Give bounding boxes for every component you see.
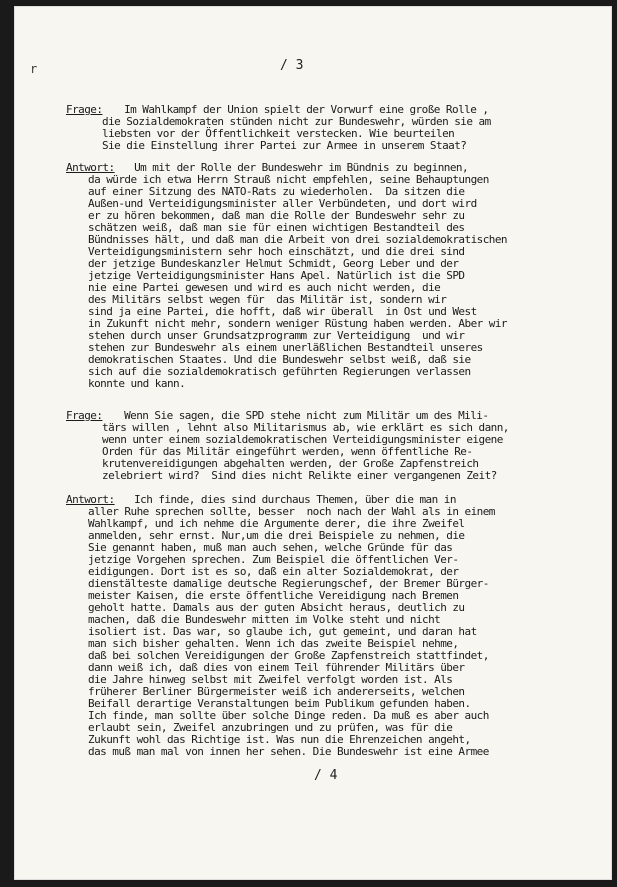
answer-label: Antwort: [66,493,115,506]
text-line: stehen durch unser Grundsatzprogramm zur Verteidigung und wir [88,329,465,342]
text-line: wenn unter einem sozialdemokratischen Verteidigungsminister eigene [102,433,503,446]
page-number-footer: / 4 [314,768,338,783]
page-number-header: / 3 [280,58,304,73]
text-line: dann weiß ich, daß dies von einem Teil führender Militärs über [88,661,465,674]
answer-label: Antwort: [66,161,115,174]
text-line: isoliert ist. Das war, so glaube ich, gut gemeint, und daran hat [88,625,477,638]
text-line: die Sozialdemokraten stünden nicht zur Bundeswehr, würden sie am [102,115,491,128]
text-line: Sie die Einstellung ihrer Partei zur Armee in unserem Staat? [102,139,467,152]
text-line: dienstälteste damalige deutsche Regierungschef, der Bremer Bürger- [88,577,489,590]
text-line: erlaubt sein, Zweifel anzubringen und zu prüfen, was für die [88,721,453,734]
text-line: die Jahre hinweg selbst mit Zweifel verfolgt worden ist. Als [88,673,453,686]
text-line: Wahlkampf, und ich nehme die Argumente derer, die ihre Zweifel [88,517,465,530]
text-line: sind ja eine Partei, die hofft, daß wir überall in Ost und West [88,305,477,318]
text-line: liebsten vor der Öffentlichkeit verstecken. Wie beurteilen [102,127,455,140]
text-line: konnte und kann. [88,377,186,390]
text-line: nie eine Partei gewesen und wird es auch nicht werden, die [88,281,441,294]
text-line: Im Wahlkampf der Union spielt der Vorwurf eine große Rolle , [118,103,489,116]
text-line: da würde ich etwa Herrn Strauß nicht empfehlen, seine Behauptungen [88,173,489,186]
text-line: früherer Berliner Bürgermeister weiß ich andererseits, welchen [88,685,465,698]
text-line: machen, daß die Bundeswehr mitten im Volke steht und nicht [88,613,441,626]
text-line: meister Kaisen, die erste öffentliche Vereidigung nach Bremen [88,589,459,602]
text-line: schätzen weiß, daß man sie für einen wichtigen Bestandteil des [88,221,465,234]
text-line: Um mit der Rolle der Bundeswehr im Bündnis zu beginnen, [128,161,469,174]
document-page [14,6,612,880]
text-line: Verteidigungsministern sehr hoch einschätzt, und die drei sind [88,245,465,258]
text-line: demokratischen Staates. Und die Bundeswehr selbst weiß, daß sie [88,353,471,366]
text-line: man sich bisher gehalten. Wenn ich das zweite Beispiel nehme, [88,637,459,650]
text-line: stehen zur Bundeswehr als einem unerläßlichen Bestandteil unseres [88,341,483,354]
text-line: Außen-und Verteidigungsminister aller Verbündeten, und dort wird [88,197,477,210]
text-line: des Militärs selbst wegen für das Militär ist, sondern wir [88,293,447,306]
text-line: tärs willen , lehnt also Militarismus ab, wie erklärt es sich dann, [102,421,509,434]
text-line: jetzige Vorgehen sprechen. Zum Beispiel die öffentlichen Ver- [88,553,459,566]
text-line: Bündnisses hält, und daß man die Arbeit von drei sozialdemokratischen [88,233,508,246]
text-line: das muß man mal von innen her sehen. Die Bundeswehr ist eine Armee [88,745,489,758]
text-line: Zukunft wohl das Richtige ist. Was nun die Ehrenzeichen angeht, [88,733,471,746]
text-line: er zu hören bekommen, daß man die Rolle der Bundeswehr sehr zu [88,209,465,222]
margin-mark: r [30,62,38,76]
text-line: zelebriert wird? Sind dies nicht Relikte einer vergangenen Zeit? [102,469,497,482]
text-line: daß bei solchen Vereidigungen der Große Zapfenstreich stattfindet, [88,649,489,662]
text-line: Sie genannt haben, muß man auch sehen, welche Gründe für das [88,541,453,554]
text-line: aller Ruhe sprechen sollte, besser noch nach der Wahl als in einem [88,505,495,518]
text-line: auf einer Sitzung des NATO-Rats zu wiederholen. Da sitzen die [88,185,465,198]
text-line: Ich finde, man sollte über solche Dinge reden. Da muß es aber auch [88,709,489,722]
text-line: jetzige Verteidigungsminister Hans Apel. Natürlich ist die SPD [88,269,465,282]
text-line: krutenvereidigungen abgehalten werden, der Große Zapfenstreich [102,457,479,470]
question-label: Frage: [66,103,103,116]
text-line: geholt hatte. Damals aus der guten Absicht heraus, deutlich zu [88,601,465,614]
text-line: Ich finde, dies sind durchaus Themen, über die man in [128,493,456,506]
text-line: Wenn Sie sagen, die SPD stehe nicht zum Militär um des Mili- [118,409,489,422]
text-line: anmelden, sehr ernst. Nur,um die drei Beispiele zu nehmen, die [88,529,465,542]
text-line: sich auf die sozialdemokratisch geführten Regierungen verlassen [88,365,471,378]
text-line: Beifall derartige Veranstaltungen beim Publikum gefunden haben. [88,697,471,710]
text-line: eidigungen. Dort ist es so, daß ein alter Sozialdemokrat, der [88,565,459,578]
question-label: Frage: [66,409,103,422]
text-line: der jetzige Bundeskanzler Helmut Schmidt, Georg Leber und der [88,257,459,270]
text-line: in Zukunft nicht mehr, sondern weniger Rüstung haben werden. Aber wir [88,317,508,330]
text-line: Orden für das Militär eingeführt werden, wenn öffentliche Re- [102,445,473,458]
